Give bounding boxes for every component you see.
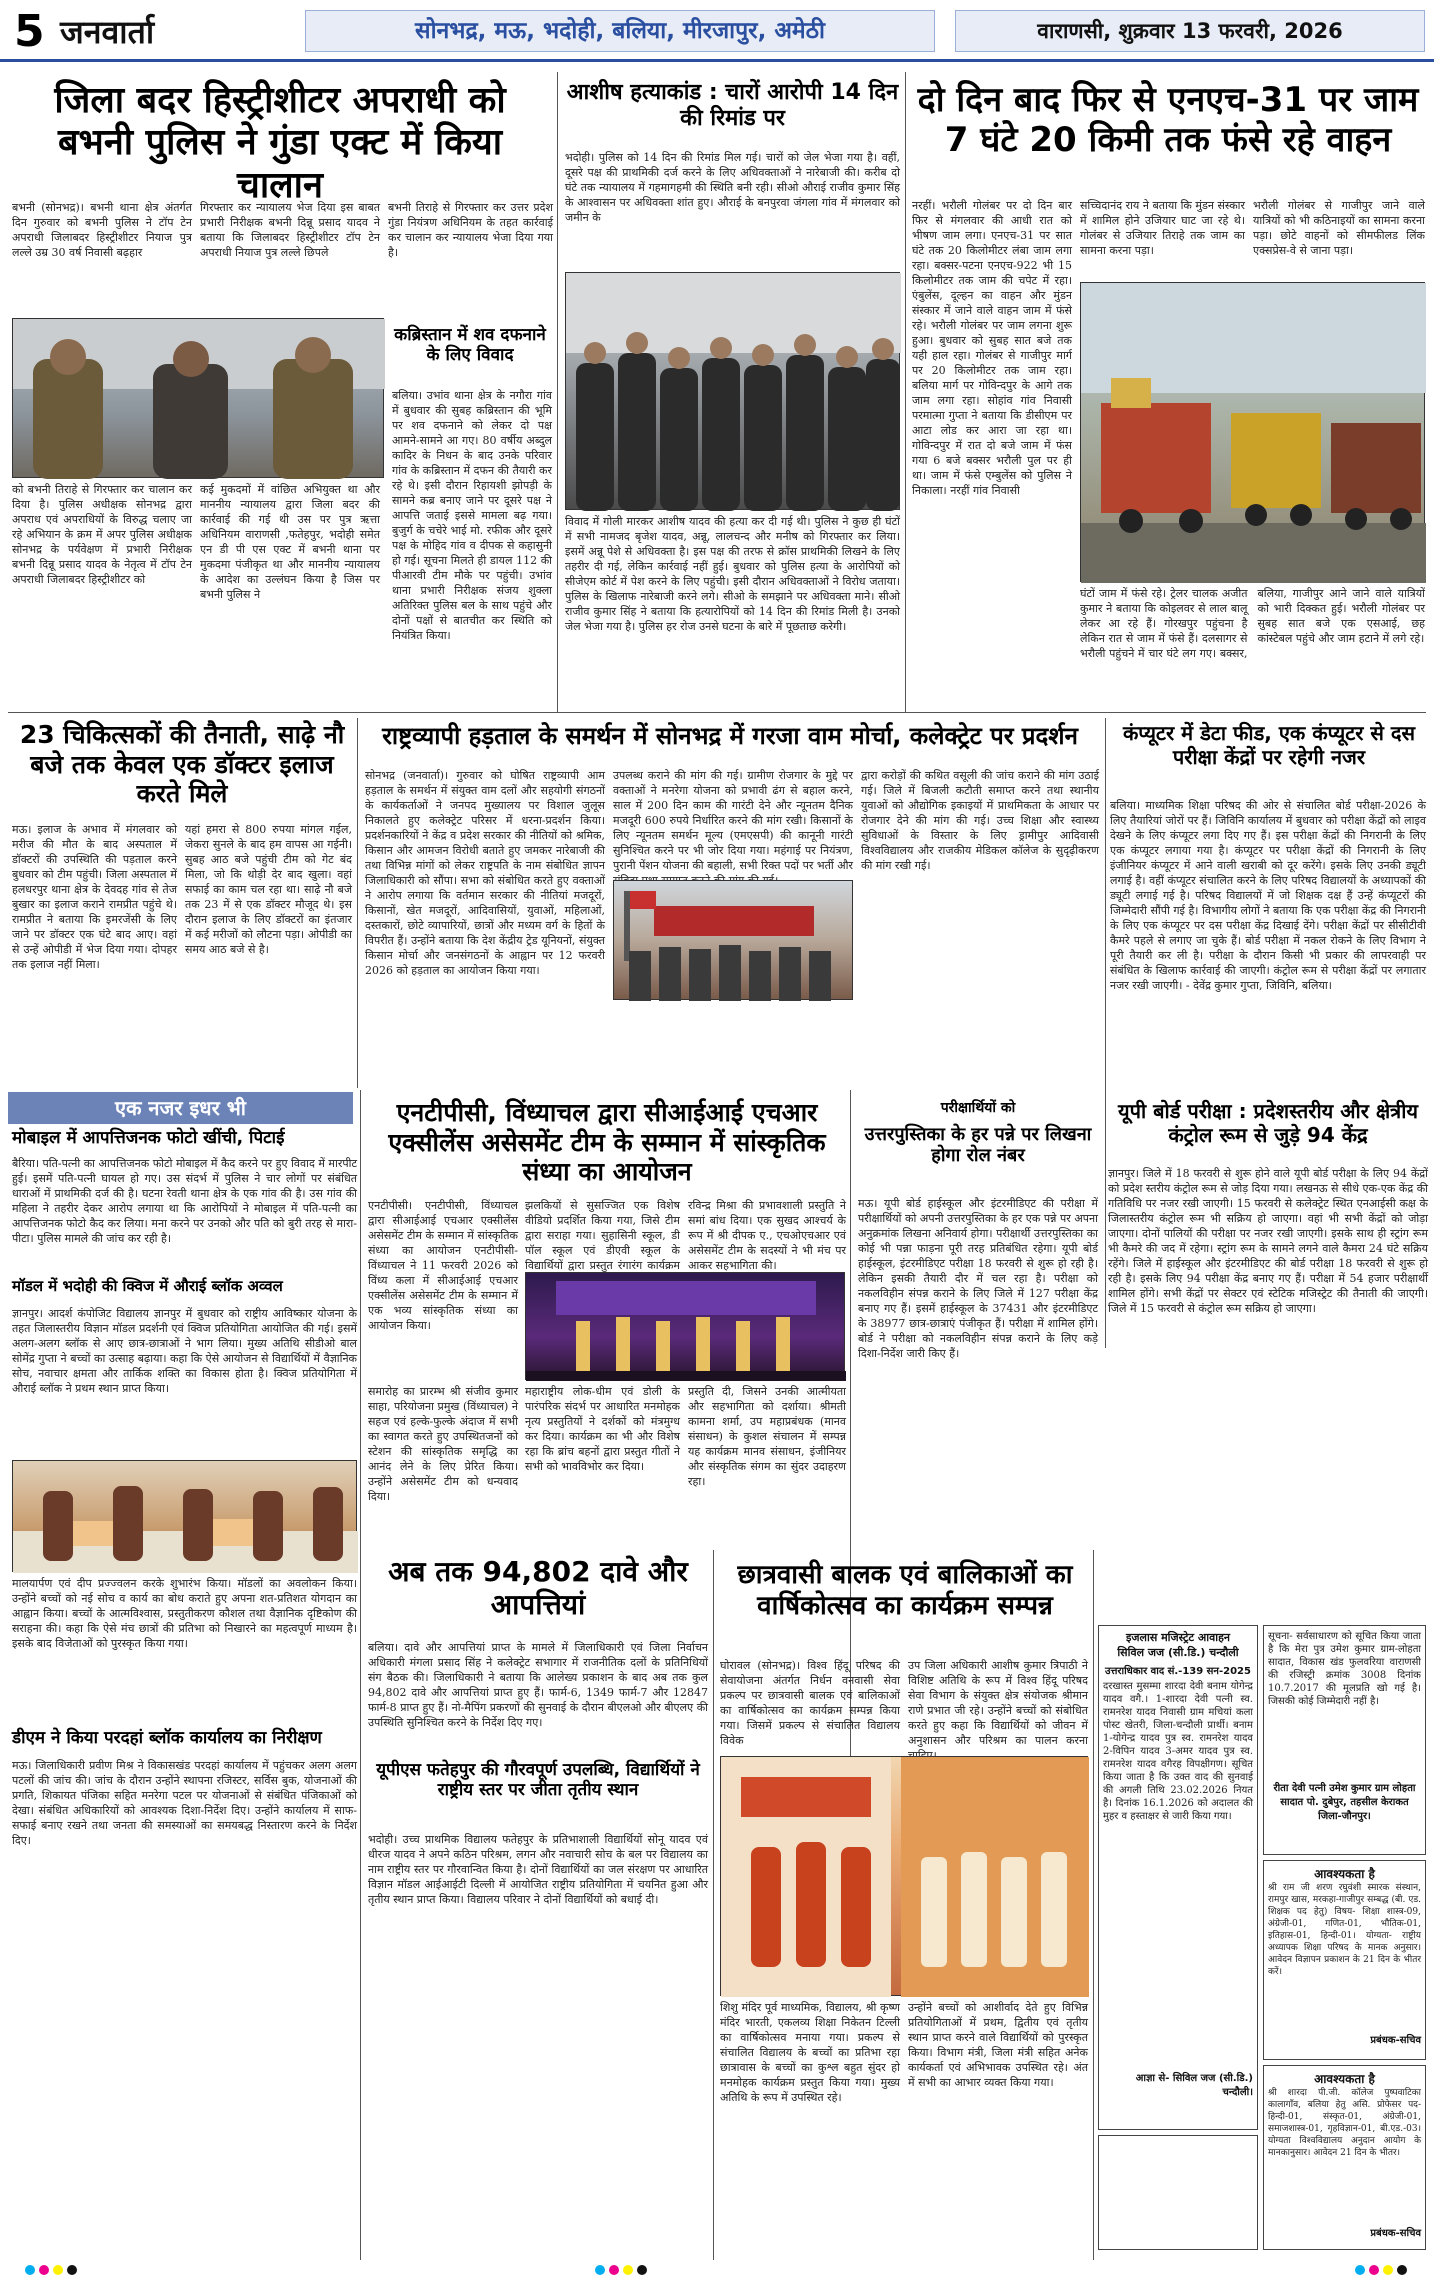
notice-court-sub: सिविल जज (सी.डि.) चन्दौली bbox=[1117, 1646, 1239, 1659]
headline-mobile-photo: मोबाइल में आपत्तिजनक फोटो खींची, पिटाई bbox=[12, 1128, 285, 1148]
a7-lower-left: समारोह का प्रारम्भ श्री संजीव कुमार साहा, परियोजना प्रमुख (विंध्याचल) ने सहज एवं हल्के-फुल्के अंदाज में सभी का स्वागत करते हुए उपस्थितजनों को स्टेशन की सांस्कृतिक समृद्धि का आनंद लेने के लिए प्रेरित किया। उन्होंने असेसमेंट टीम को धन्यवाद दिया। bbox=[368, 1385, 518, 1503]
ek-nazar-body1: बैरिया। पति-पत्नी का आपत्तिजनक फोटो मोबाइल में कैद करने पर हुए विवाद में मारपीट हुई। इसमें पति-पत्नी घायल हो गए। उस संदर्भ में पुलिस ने चार लोगों पर संबंधित धाराओं में प्राथमिकी दर्ज की है। घटना रेवती थाना क्षेत्र के एक गांव की है। उस गांव की महिला ने तहरीर देकर आरोप लगाया था कि आरोपियों ने मोबाइल में पति-पत्नी का आपत्तिजनक फोटो कैद कर लिया। मना करने पर उनको और पति को बुरी तरह से मारा-पीटा। पुलिस मामले की जांच कर रही है। bbox=[12, 1157, 357, 1245]
ek-nazar-body3: मालयार्पण एवं दीप प्रज्ज्वलन करके शुभारंभ किया। मॉडलों का अवलोकन किया। उन्होंने बच्चों को नई सोच व कार्य का बोध कराते हुए अपना शत-प्रतिशत योगदान का आह्वान किया। बच्चों के आत्मविश्वास, प्रस्तुतीकरण कौशल तथा वैज्ञानिक दृष्टिकोण की सराहना की। कहा कि ऐसे मंच छात्रों की प्रतिभा को निखारने का महत्वपूर्ण माध्यम है। इसके बाद विजेताओं को पुरस्कृत किया गया। bbox=[12, 1577, 357, 1650]
headline-computer: कंप्यूटर में डेटा फीड, एक कंप्यूटर से दस परीक्षा केंद्रों पर रहेगी नजर bbox=[1122, 721, 1416, 769]
a11-body: भदोही। उच्च प्राथमिक विद्यालय फतेहपुर के प्रतिभाशाली विद्यार्थियों सोनू यादव एवं धीरज यादव ने अपने कठिन परिश्रम, लगन और नवाचारी सोच के बल पर विद्यालय का नाम राष्ट्रीय स्तर पर गौरवान्वित किया है। दोनों विद्यार्थियों का जल संरक्षण पर आधारित विज्ञान मॉडल आईआईटी दिल्ली में आयोजित राष्ट्रीय प्रतियोगिता में चयनित हुआ और तृतीय स्थान प्राप्त किया। विद्यालय परिवार ने दोनों विद्यार्थियों को बधाई दी। bbox=[368, 1833, 708, 1906]
headline-kabristan: कब्रिस्तान में शव दफनाने के लिए विवाद bbox=[394, 325, 546, 366]
notice-lost-sign: रीता देवी पत्नी उमेश कुमार ग्राम लोहता सादात पो. दुबेपुर, तहसील केराकत जिला-जौनपुर। bbox=[1273, 1783, 1416, 1822]
notice-vacancy-2-body: श्री शारदा पी.जी. कॉलेज पुष्पवाटिका कालागाँव, बलिया हेतु असि. प्रोफेसर पद- हिन्दी-01, संस्कृत-01, अंग्रेजी-01, समाजशास्त्र-01, गृहविज्ञान-01, बी.एड.-03। योग्यता विश्वविद्यालय अनुदान आयोग के मानकानुसार। आवेदन 21 दिन के भीतर। bbox=[1268, 2088, 1421, 2158]
ek-nazar-body4: मऊ। जिलाधिकारी प्रवीण मिश्र ने विकासखंड परदहां कार्यालय में पहुंचकर अलग अलग पटलों की जांच की। जांच के दौरान उन्होंने स्थापना रजिस्टर, सर्विस बुक, योजनाओं की प्रगति, शिकायत पंजिका सहित मनरेगा पटल पर योजनाओं से संबंधित पंजिकाओं को देखा। संबंधित अधिकारियों को आवश्यक दिशा-निर्देश दिए। उन्होंने कार्यालय में साफ-सफाई बनाए रखने तथा जनता की समस्याओं का समयबद्ध निस्तारण करने के निर्देश दिए। bbox=[12, 1759, 357, 1847]
rule bbox=[1093, 1550, 1094, 2260]
ek-nazar-title: एक नजर इधर भी bbox=[115, 1096, 246, 1120]
a7-col3: रविन्द्र मिश्रा की प्रभावशाली प्रस्तुति ने समां बांध दिया। एक सुखद आश्चर्य के रूप में श्री दीपक ए., एचओएचआर एवं असेसमेंट टीम के सदस्यों ने भी मंच पर आकर सहभागिता की। bbox=[688, 1199, 846, 1272]
protest-photo bbox=[613, 880, 853, 1000]
district-band bbox=[305, 10, 935, 52]
a1-col2: गिरफ्तार कर न्यायालय भेज दिया इस बाबत प्रभारी निरीक्षक बभनी दिन्नू प्रसाद यादव ने बताया कि जिलाबदर हिस्ट्रीशीटर टॉप टेन अपराधी नियाज पुत्र लल्ले छिपले bbox=[200, 201, 380, 259]
a4-col1: मऊ। इलाज के अभाव में मंगलवार को मरीज की मौत के बाद अस्पताल में डॉक्टरों की उपस्थिति की पड़ताल करने बुधवार को टीम पहुंची। जिला अस्पताल में हलधरपुर थाना क्षेत्र के देवदह गांव से तेज बुखार का इलाज कराने रामप्रीत पहुंचे थे। रामप्रीत ने बताया कि इमरजेंसी के लिए जाने पर डॉक्टर एक घंटे बाद आए। वहां से उन्हें ओपीडी में भेज दिया गया। दोपहर तक इलाज नहीं मिला। bbox=[12, 823, 177, 971]
rule bbox=[905, 72, 906, 712]
rule bbox=[357, 718, 358, 1088]
headline-roll-number: उत्तरपुस्तिका के हर पन्ने पर लिखना होगा रोल नंबर bbox=[864, 1124, 1092, 1167]
notice-lost-body: सूचना- सर्वसाधारण को सूचित किया जाता है कि मेरा पुत्र उमेश कुमार ग्राम-लोहता सादात, विकास खंड फुलवरिया वाराणसी की रजिस्ट्री क्रमांक 3008 दिनांक 10.7.2017 की मूलप्रति खो गई है। जिसकी कोई जिम्मेदारी नहीं है। bbox=[1268, 1631, 1421, 1707]
page-number: 5 bbox=[14, 6, 45, 57]
a3-col2: सच्चिदानंद राय ने बताया कि मुंडन संस्कार में शामिल होने उजियार घाट जा रहे थे। गोलंबर से उजियार तिराहे तक जाम का सामना करना पड़ा। bbox=[1080, 199, 1245, 257]
a10-body: बलिया। दावे और आपत्तियां प्राप्त के मामले में जिलाधिकारी एवं जिला निर्वाचन अधिकारी मंगला प्रसाद सिंह ने कलेक्ट्रेट सभागार में राजनीतिक दलों के प्रतिनिधियों संग बैठक की। जिलाधिकारी ने बताया कि आलेख्य प्रकाशन के बाद अब तक कुल 94,802 दावे और आपत्तियां प्राप्त हुए हैं। फार्म-6, 1349 फार्म-7 और 12847 फार्म-8 प्राप्त हुए हैं। नो-मैपिंग प्रकरणों की सुनवाई के दौरान बीएलओ और बीएलए की उपस्थिति सुनिश्चित करने के निर्देश दिए गए। bbox=[368, 1641, 708, 1729]
a2-bottom: विवाद में गोली मारकर आशीष यादव की हत्या कर दी गई थी। पुलिस ने कुछ ही घंटों में सभी नामजद बृजेश यादव, अन्नू, लालचन्द और मनीष को गिरफ्तार कर लिया। इसमें अन्नू पेशे से अधिवक्ता है। इस पक्ष की तरफ से क्रॉस प्राथमिकी लिखने के लिए तहरीर दी गई, लेकिन कार्रवाई नहीं हुई। बुधवार को पुलिस हत्या के आरोपियों को सीजेएम कोर्ट में पेश करने के लिए पहुंची। इसी दौरान अधिवक्ताओं ने विरोध जताया। पुलिस के खिलाफ नारेबाजी करने लगे। सीओ के समझाने पर अधिवक्ता माने। सीओ राजीव कुमार सिंह ने बताया कि हत्यारोपियों को 14 दिन की रिमांड मिली है। उनको जेल भेजा गया है। पुलिस हर रोज उनसे घटना के बारे में पूछताछ करेगी। bbox=[565, 515, 900, 633]
pre-headline-roll: परीक्षार्थियों को bbox=[940, 1100, 1016, 1116]
notice-vacancy-1-body: श्री राम जी शरण रघुवंशी स्मारक संस्थान, रामपुर खास, मरकहा-गाजीपुर सम्बद्ध (बी. एड. शिक्षक पद हेतु) विषय- शिक्षा शास्त्र-09, अंग्रेजी-01, गणित-01, भौतिक-01, इतिहास-01, हिन्दी-01। योग्यता- राष्ट्रीय अध्यापक शिक्षा परिषद के मानक अनुसार। आवेदन विज्ञापन प्रकाशन के 21 दिन के भीतर करें। bbox=[1268, 1883, 1421, 1977]
a5-col1: सोनभद्र (जनवार्ता)। गुरुवार को घोषित राष्ट्रव्यापी आम हड़ताल के समर्थन में संयुक्त वाम दलों और सहयोगी संगठनों के कार्यकर्ताओं ने जनपद मुख्यालय पर विशाल जुलूस निकालते हुए कलेक्ट्रेट परिसर में धरना-प्रदर्शन किया। प्रदर्शनकारियों ने केंद्र व प्रदेश सरकार की नीतियों को श्रमिक, किसान और आमजन विरोधी बताते हुए जमकर नारेबाजी की तथा विभिन्न मांगों को लेकर राष्ट्रपति के नाम संबोधित ज्ञापन जिलाधिकारी को सौंपा। सभा को संबोधित करते हुए वक्ताओं ने आरोप लगाया कि वर्तमान सरकार की नीतियां मजदूरों, किसानों, खेत मजदूरों, आदिवासियों, युवाओं, महिलाओं, दस्तकारों, छोटे व्यापारियों, छात्रों और मध्यम वर्ग के हितों के विपरीत हैं। उन्होंने बताया कि देश केंद्रीय ट्रेड यूनियनों, संयुक्त किसान मोर्चा और जनसंगठनों के आह्वान पर 12 फरवरी 2026 को हड़ताल का आयोजन किया गया। bbox=[365, 769, 605, 977]
headline-94802: अब तक 94,802 दावे और आपत्तियां bbox=[388, 1555, 688, 1622]
notice-court-sign: आज्ञा से- सिविल जज (सी.डि.) चन्दौली। bbox=[1135, 2073, 1253, 2098]
headline-up-board: यूपी बोर्ड परीक्षा : प्रदेशस्तरीय और क्षेत्रीय कंट्रोल रूम से जुड़े 94 केंद्र bbox=[1118, 1099, 1418, 1147]
arrest-photo bbox=[12, 318, 384, 478]
lawyers-photo bbox=[565, 272, 900, 510]
headline-ups-fatehpur: यूपीएस फतेहपुर की गौरवपूर्ण उपलब्धि, विद्यार्थियों ने राष्ट्रीय स्तर पर जीता तृतीय स्थान bbox=[376, 1760, 700, 1801]
notice-vacancy-2 bbox=[1263, 2065, 1426, 2250]
headline-babhani: जिला बदर हिस्ट्रीशीटर अपराधी को बभनी पुलिस ने गुंडा एक्ट में किया चालान bbox=[54, 80, 506, 206]
a9-block bbox=[1108, 1100, 1428, 1620]
dateline-text: वाराणसी, शुक्रवार 13 फरवरी, 2026 bbox=[1037, 19, 1343, 43]
a6-body: बलिया। माध्यमिक शिक्षा परिषद की ओर से संचालित बोर्ड परीक्षा-2026 के लिए तैयारियां जोरों पर हैं। जिविनि कार्यालय में बुधवार को परीक्षा केंद्रों को लाइव देखने के लिए कंप्यूटर लगा दिए गए हैं। इस परीक्षा केंद्रों की निगरानी के लिए एक कंप्यूटर लगाया गया है। कंप्यूटर पर परीक्षा केंद्रों की निगरानी के लिए इंजीनियर कंप्यूटर में आने वाली खराबी को दूर करेंगे। इसके लिए उनकी ड्यूटी लगाई है। वहीं कंप्यूटर संचालित करने के लिए परिषद विद्यालयों के अध्यापकों की ड्यूटी लगाई गई है। परिषद विद्यालयों में जो शिक्षक दक्ष हैं उन्हें कंप्यूटरों की जिम्मेदारी सौंपी गई है। विभागीय लोगों ने बताया कि एक परीक्षा केंद्र की निगरानी के लिए एक कंप्यूटर पर दस परीक्षा केंद्र दिखाई देंगे। परीक्षा केंद्रों पर सीसीटीवी कैमरे पहले से लगाए जा चुके हैं। बोर्ड परीक्षा में नकल रोकने के लिए विभाग ने पूरी तैयारी कर ली है। परीक्षा के दौरान किसी भी प्रकार की लापरवाही पर संबंधित के खिलाफ कार्रवाई की जाएगी। कंट्रोल रूम से परीक्षा केंद्रों पर लगातार नजर रखी जाएगी। - देवेंद्र कुमार गुप्ता, जिविनि, बलिया। bbox=[1110, 799, 1426, 992]
notice-lost bbox=[1263, 1625, 1426, 1855]
a3-lower: घंटों जाम में फंसे रहे। ट्रेलर चालक अजीत कुमार ने बताया कि कोइलवर से लाल बालू लेकर आ रहे हैं। गोरखपुर पहुंचना है लेकिन रात से जाम में फंसे हैं। दलसागर से भरौली पहुंचने में चार घंटे लग गए। बक्सर, बलिया, गाजीपुर आने जाने वाले यात्रियों को भारी दिक्कत हुई। भरौली गोलंबर पर सुबह सात बजे एक एसआई, छह कांस्टेबल पहुंचे और जाम हटाने में लगे रहे। bbox=[1080, 587, 1425, 660]
headline-model-quiz: मॉडल में भदोही की क्विज में औराई ब्लॉक अव्वल bbox=[12, 1277, 283, 1295]
a12-lower-right: उन्होंने बच्चों को आशीर्वाद देते हुए विभिन्न प्रतियोगिताओं में प्रथम, द्वितीय एवं तृतीय स्थान प्राप्त करने वाले विद्यार्थियों को पुरस्कृत किया। विभाग मंत्री, जिला मंत्री सहित अनेक कार्यकर्ता एवं अभिभावक उपस्थित रहे। अंत में सभी का आभार व्यक्त किया गया। bbox=[908, 2001, 1088, 2089]
rule bbox=[8, 712, 1426, 713]
masthead bbox=[0, 0, 1434, 62]
cultural-evening-photo bbox=[525, 1272, 845, 1380]
a1-col5: कई मुकदमों में वांछित अभियुक्त था और माननीय न्यायालय द्वारा जिला बदर की कार्रवाई की गई थी उस पर पुत्र ऋत्ता अधिनियम वाराणसी ,फतेहपुर, भदोही समेत एन डी पी एस एक्ट में बभनी थाना पर मुकदमा पंजीकृत था और माननीय न्यायालय के आदेश का उल्लंघन किया है जिस पर बभनी पुलिस ने bbox=[200, 483, 380, 601]
a8-body: मऊ। यूपी बोर्ड हाईस्कूल और इंटरमीडिएट की परीक्षा में परीक्षार्थियों को अपनी उत्तरपुस्तिका के हर एक पन्ने पर अपना अनुक्रमांक लिखना अनिवार्य होगा। परीक्षार्थी उत्तरपुस्तिका का कोई भी पन्ना फाड़ना पूरी तरह प्रतिबंधित रहेगा। यूपी बोर्ड हाईस्कूल, इंटरमीडिएट परीक्षा 18 फरवरी से शुरू हो रही है। लेकिन इसकी तैयारी दौर में चल रहा है। परीक्षा को नकलविहीन संपन्न कराने के लिए जिले में 127 परीक्षा केंद्र बनाए गए हैं। इसमें हाईस्कूल के 37431 और इंटरमीडिएट के 38977 छात्र-छात्राएं पंजीकृत हैं। परीक्षा में शामिल होंगे। बोर्ड ने परीक्षा को नकलविहीन संपन्न कराने के लिए कड़े दिशा-निर्देश जारी किए हैं। bbox=[858, 1197, 1098, 1360]
headline-chhatravasi: छात्रवासी बालक एवं बालिकाओं का वार्षिकोत्सव का कार्यक्रम सम्पन्न bbox=[737, 1560, 1073, 1621]
a5-col2: उपलब्ध कराने की मांग की गई। ग्रामीण रोजगार के मुद्दे पर वक्ताओं ने मनरेगा योजना को प्रभावी ढंग से बहाल करने, साल में 200 दिन काम की गारंटी देने और न्यूनतम दैनिक मजदूरी 600 रुपये निर्धारित करने की मांग रखी। किसानों के लिए न्यूनतम समर्थन मूल्य (एमएसपी) की कानूनी गारंटी सुनिश्चित करने पर भी जोर दिया गया। महंगाई पर नियंत्रण, पुरानी पेंशन योजना की बहाली, सभी रिक्त पदों पर भर्ती और bbox=[613, 769, 853, 872]
a12-col2: उप जिला अधिकारी आशीष कुमार त्रिपाठी ने विशिष्ट अतिथि के रूप में विश्व हिंदू परिषद सेवा विभाग के संयुक्त क्षेत्र संयोजक श्रीमान राणे प्रभात जी रहे। उन्होंने बच्चों को संबोधित करते हुए कहा कि विद्यार्थियों को जीवन में अनुशासन और परिश्रम का पालन करना bbox=[908, 1659, 1088, 1747]
a7-lower-right: प्रस्तुति दी, जिसने उनकी आत्मीयता और सहभागिता को दर्शाया। श्रीमती कामना शर्मा, उप महाप्रबंधक (मानव संसाधन) के कुशल संचालन में सम्पन्न यह कार्यक्रम मानव संसाधन, इंजीनियर और संस्कृतिक संगम का सुंदर उदाहरण रहा। bbox=[688, 1385, 846, 1488]
ek-nazar-band bbox=[8, 1092, 353, 1124]
a7-lower-mid: महाराष्ट्रीय लोक-धीम एवं डोली के पारंपरिक संदर्भ पर आधारित मनमोहक नृत्य प्रस्तुतियों ने दर्शकों को मंत्रमुग्ध कर दिया। कार्यक्रम का भी और विशेष रहा कि ब्रांच बहनों द्वारा प्रस्तुत गीतों ने सभी को भावविभोर कर दिया। bbox=[525, 1385, 680, 1473]
a2-top: भदोही। पुलिस को 14 दिन की रिमांड मिल गई। चारों को जेल भेजा गया है। वहीं, दूसरे पक्ष की प्राथमिकी दर्ज करने के लिए अधिवक्ताओं ने नारेबाजी की। करीब दो घंटे तक न्यायालय में गहमागहमी की स्थिति बनी रही। सीओ औराई राजीव कुमार सिंह के आश्वासन पर अधिवक्ता शांत हुए। औराई के बनपुरवा जंगला गांव में मंगलवार को जमीन के bbox=[565, 151, 900, 224]
headline-nh31: दो दिन बाद फिर से एनएच-31 पर जाम 7 घंटे 20 किमी तक फंसे रहे वाहन bbox=[917, 80, 1419, 161]
notice-vacancy-1 bbox=[1263, 1860, 1426, 2060]
paper-name: जनवार्ता bbox=[60, 13, 155, 51]
notice-court-title: इजलास मजिस्ट्रेट आवाहन bbox=[1125, 1631, 1231, 1644]
a1-col3: बभनी तिराहे से गिरफ्तार कर उत्तर प्रदेश गुंडा नियंत्रण अधिनियम के तहत कार्रवाई कर चालान कर न्यायालय भेजा दिया गया है। bbox=[388, 201, 553, 259]
notice-court bbox=[1098, 1625, 1258, 2130]
kabristan-body: बलिया। उभांव थाना क्षेत्र के नगौरा गांव में बुधवार की सुबह कब्रिस्तान की भूमि पर शव दफनाने को लेकर दो पक्ष आमने-सामने आ गए। 80 वर्षीय अब्दुल कादिर के निधन के बाद उनके परिवार गांव के कब्रिस्तान में दफन की तैयारी कर रहे थे। इसी दौरान रिहायशी झोपड़ी के सामने कब्र बनाए जाने पर दूसरे पक्ष ने आपत्ति जताई इससे मामला बढ़ गया। बुजुर्ग के चचेरे भाई मो. रफीक और दूसरे पक्ष के मोहिद गांव व दीपक से कहासुनी हो गई। सूचना मिलते ही डायल 112 की पीआरवी टीम मौके पर पहुंची। उभांव थाना प्रभारी निरीक्षक संजय शुक्ला अतिरिक्त पुलिस बल के साथ पहुंचे और दोनों पक्षों से बातचीत कर स्थिति को नियंत्रित किया। bbox=[392, 389, 552, 642]
notice-vacancy-2-sign: प्रबंधक-सचिव bbox=[1370, 2228, 1421, 2239]
notice-vacancy-2-title: आवश्यकता है bbox=[1314, 2072, 1375, 2086]
a5-col3: द्वारा करोड़ों की कथित वसूली की जांच कराने की मांग उठाई गई। जिले में बिजली कटौती समाप्त करने तथा स्थानीय युवाओं को औद्योगिक इकाइयों में प्राथमिकता के आधार पर रोजगार देने की मांग की गई। उच्च शिक्षा और स्वास्थ्य सुविधाओं के विस्तार के लिए ड्रामीपुर आदिवासी विश्वविद्यालय और राजकीय मेडिकल कॉलेज के सुदृढ़ीकरण की मांग रखी गई। bbox=[861, 769, 1099, 872]
science-exhibition-photo bbox=[12, 1460, 357, 1572]
headline-doctors: 23 चिकित्सकों की तैनाती, साढ़े नौ बजे तक केवल एक डॉक्टर इलाज करते मिले bbox=[19, 720, 345, 808]
registration-marks bbox=[0, 2262, 1434, 2276]
a3-col3: भरौली गोलंबर से गाजीपुर जाने वाले यात्रियों को भी कठिनाइयों का सामना करना पड़ा। छोटे वाहनों को सीमफीलड लिंक एक्सप्रेस-वे से जाना पड़ा। bbox=[1253, 199, 1425, 257]
headline-ashish: आशीष हत्याकांड : चारों आरोपी 14 दिन की रिमांड पर bbox=[566, 80, 899, 131]
district-list: सोनभद्र, मऊ, भदोही, बलिया, मीरजापुर, अमेठी bbox=[415, 18, 825, 44]
notice-vacancy-1-title: आवश्यकता है bbox=[1314, 1867, 1375, 1881]
a4-col2: यहां हमरा से 800 रुपया मांगल गईल, जेकरा सुनले के बाद हम वापस आ गईनी। सुबह आठ बजे पहुंची टीम को गेट बंद मिला, जो कि थोड़ी देर बाद खुला। वहां सफाई का काम चल रहा था। साढ़े नौ बजे तक 23 में से एक डॉक्टर मौजूद थे। इस दौरान इलाज के लिए डॉक्टरों का इंतजार में कई मरीजों को लौटना पड़ा। ओपीडी का समय आठ बजे से है। bbox=[185, 823, 352, 956]
headline-ntpc: एनटीपीसी, विंध्याचल द्वारा सीआईआई एचआर एक्सीलेंस असेसमेंट टीम के सम्मान में सांस्कृतिक संध्या का आयोजन bbox=[388, 1098, 826, 1186]
notice-court-case: उत्तराधिकार वाद सं.-139 सन-2025 bbox=[1105, 1666, 1251, 1677]
rule bbox=[1105, 718, 1106, 1348]
a7-col2: झलकियों से सुसज्जित एक विशेष वीडियो प्रदर्शित किया गया, जिसे टीम द्वारा सराहा गया। सुहासिनी स्कूल, डी पॉल स्कूल एवं डीएवी स्कूल के विद्यार्थियों द्वारा प्रस्तुत रंगारंग कार्यक्रम bbox=[525, 1199, 680, 1272]
a1-col1: बभनी (सोनभद्र)। बभनी थाना क्षेत्र अंतर्गत दिन गुरुवार को बभनी पुलिस ने टॉप टेन अपराधी जिलाबदर हिस्ट्रीशीटर नियाज पुत्र लल्ले उम्र 30 वर्ष निवासी बढ़हार bbox=[12, 201, 192, 259]
dateline bbox=[955, 10, 1425, 52]
a12-lower-left: शिशु मंदिर पूर्व माध्यमिक, विद्यालय, श्री कृष्ण मंदिर भारती, एकलव्य शिक्षा निकेतन टिल्ली का वार्षिकोत्सव मनाया गया। प्रकल्प से संचालित विद्यालय के बच्चों का प्रतिभा रहा छात्रावास के बच्चों का कुश्ल बहुत सुंदर हो मनमोहक कार्यक्रम प्रस्तुत किया गया। मुख्य अतिथि के रूप में उपस्थित रहे। bbox=[720, 2001, 900, 2104]
a12-col1: घोरावल (सोनभद्र)। विश्व हिंदू परिषद की सेवायोजना अंतर्गत निर्धन वनवासी सेवा प्रकल्प पर छात्रवासी बालक एवं बालिकाओं का वार्षिकोत्सव का कार्यक्रम सम्पन्न किया गया। जिसमें प्रकल्प से संचालित विद्यालय विवेक bbox=[720, 1659, 900, 1747]
headline-vam-morcha: राष्ट्रव्यापी हड़ताल के समर्थन में सोनभद्र में गरजा वाम मोर्चा, कलेक्ट्रेट पर प्रदर्शन bbox=[382, 722, 1078, 750]
annual-function-photo bbox=[720, 1756, 1088, 1996]
a7-col1: एनटीपीसी। एनटीपीसी, विंध्याचल द्वारा सीआईआई एचआर एक्सीलेंस असेसमेंट टीम के सम्मान में सांस्कृतिक संध्या का आयोजन एनटीपीसी-विंध्याचल ने 11 फरवरी 2026 को विंध्य कला में सीआईआई एचआर एक्सीलेंस असेसमेंट टीम के सम्मान में एक भव्य सांस्कृतिक संध्या का आयोजन किया। bbox=[368, 1199, 518, 1332]
notice-vacancy-1-sign: प्रबंधक-सचिव bbox=[1370, 2035, 1421, 2046]
a9-body: ज्ञानपुर। जिले में 18 फरवरी से शुरू होने वाले यूपी बोर्ड परीक्षा के लिए 94 केंद्रों को प्रदेश स्तरीय कंट्रोल रूम से जोड़ दिया गया। लखनऊ से सीधे एक-एक केंद्र की गतिविधि पर नजर रखी जाएगी। 15 फरवरी से कलेक्ट्रेट स्थित एनआईसी कक्ष के जिलास्तरीय कंट्रोल रूम भी सक्रिय हो जाएगा। वहां भी सभी केंद्रों को जोड़ा जाएगा। दोनों पालियों की परीक्षा पर नजर रखी जाएगी। इसके साथ ही स्ट्रांग रूम भी कैमरे की जद में रहेगा। स्ट्रांग रूम के सामने लगने वाले कैमरा 24 घंटे सक्रिय रहेंगे। जिले में हाईस्कूल और इंटरमीडिएट की बोर्ड परीक्षा 18 फरवरी से शुरू हो रही है। इसके लिए 94 परीक्षा केंद्र बनाए गए हैं। परीक्षा में 54 हजार परीक्षार्थी शामिल होंगे। सभी केंद्रों पर सेक्टर एवं स्टेटिक मजिस्ट्रेट की तैनाती की जाएगी। जिले में 15 फरवरी से कंट्रोल रूम सक्रिय हो जाएगा। bbox=[1108, 1167, 1428, 1315]
notice-court-body: दरखास्त मुसम्मा शारदा देवी बनाम योगेन्द्र यादव वगै.। 1-शारदा देवी पत्नी स्व. रामनरेश यादव निवासी ग्राम मचियां कला पोस्ट खेतरी, जिला-चन्दौली प्रार्थी। बनाम 1-योगेन्द्र यादव पुत्र स्व. रामनरेश यादव 2-विपिन यादव 3-अमर यादव पुत्र स्व. रामनरेश यादव वगैरह विपक्षीगण। सूचित किया जाता है कि उक्त वाद की सुनवाई की अगली तिथि 23.02.2026 नियत है। दिनांक 16.1.2026 को अदालत की मुहर व हस्ताक्षर से जारी किया गया। bbox=[1103, 1681, 1253, 1822]
notice-blank bbox=[1098, 2135, 1258, 2250]
rule bbox=[360, 1090, 361, 2260]
ek-nazar-body2: ज्ञानपुर। आदर्श कंपोजिट विद्यालय ज्ञानपुर में बुधवार को राष्ट्रीय आविष्कार योजना के तहत जिलास्तरीय विज्ञान मॉडल प्रदर्शनी एवं क्विज प्रतियोगिता आयोजित की गई। इसमें अलग-अलग ब्लॉक से आए छात्र-छात्राओं ने भाग लिया। मुख्य अतिथि सीडीओ बाल सोमेंद्र गुप्ता ने बच्चों का उत्साह बढ़ाया। कहा कि ऐसे आयोजन से विद्यार्थियों में वैज्ञानिक सोच, नवाचार क्षमता और तार्किक शक्ति का विकास होता है। क्विज प्रतियोगिता में औराई ब्लॉक ने प्रथम स्थान प्राप्त किया। bbox=[12, 1307, 357, 1395]
a3-col1: नरहीं। भरौली गोलंबर पर दो दिन बार फिर से मंगलवार की आधी रात को भीषण जाम लगा। एनएच-31 पर सात घंटे तक 20 किलोमीटर लंबा जाम लगा रहा। बक्सर-पटना एनएच-922 भी 15 किलोमीटर तक जाम की चपेट में रहा। एंबुलेंस, दूल्हन का वाहन और मुंडन संस्कार में जाने वाले वाहन जाम में फंसे रहे। भरौली गोलंबर पर जाम लगना शुरू हुआ। बुधवार को सुबह सात बजे तक यही हाल रहा। गोलंबर से गाजीपुर मार्ग पर 20 किलोमीटर तक जाम रहा। बलिया मार्ग पर गोविन्दपुर के आगे तक जाम लगा रहा। सोहांव गांव निवासी परमात्मा गुप्ता ने बताया कि डीसीएम पर आटा लोड कर आरा जा रहा था। गोविन्दपुर में रात दो बजे जाम में फंस गया 6 बजे बक्सर भरौली पुल पर ही था। जाम में फंसे एम्बुलेंस को पुलिस ने निकाला। नरहीं गांव निवासी bbox=[912, 199, 1072, 497]
a1-col4: को बभनी तिराहे से गिरफ्तार कर चालान कर दिया है। पुलिस अधीक्षक सोनभद्र द्वारा अपराध एवं अपराधियों के विरुद्ध चलाए जा रहे अभियान के क्रम में अपर पुलिस अधीक्षक सोनभद्र के पर्यवेक्षण में प्रभारी निरीक्षक बभनी दिन्नू प्रसाद यादव के नेतृत्व में टॉप टेन अपराधी जिलाबदर हिस्ट्रीशीटर को bbox=[12, 483, 192, 586]
rule bbox=[713, 1550, 714, 2260]
traffic-jam-photo bbox=[1080, 282, 1425, 582]
headline-dm-inspection: डीएम ने किया परदहां ब्लॉक कार्यालय का निरीक्षण bbox=[12, 1728, 322, 1748]
rule bbox=[557, 72, 558, 712]
